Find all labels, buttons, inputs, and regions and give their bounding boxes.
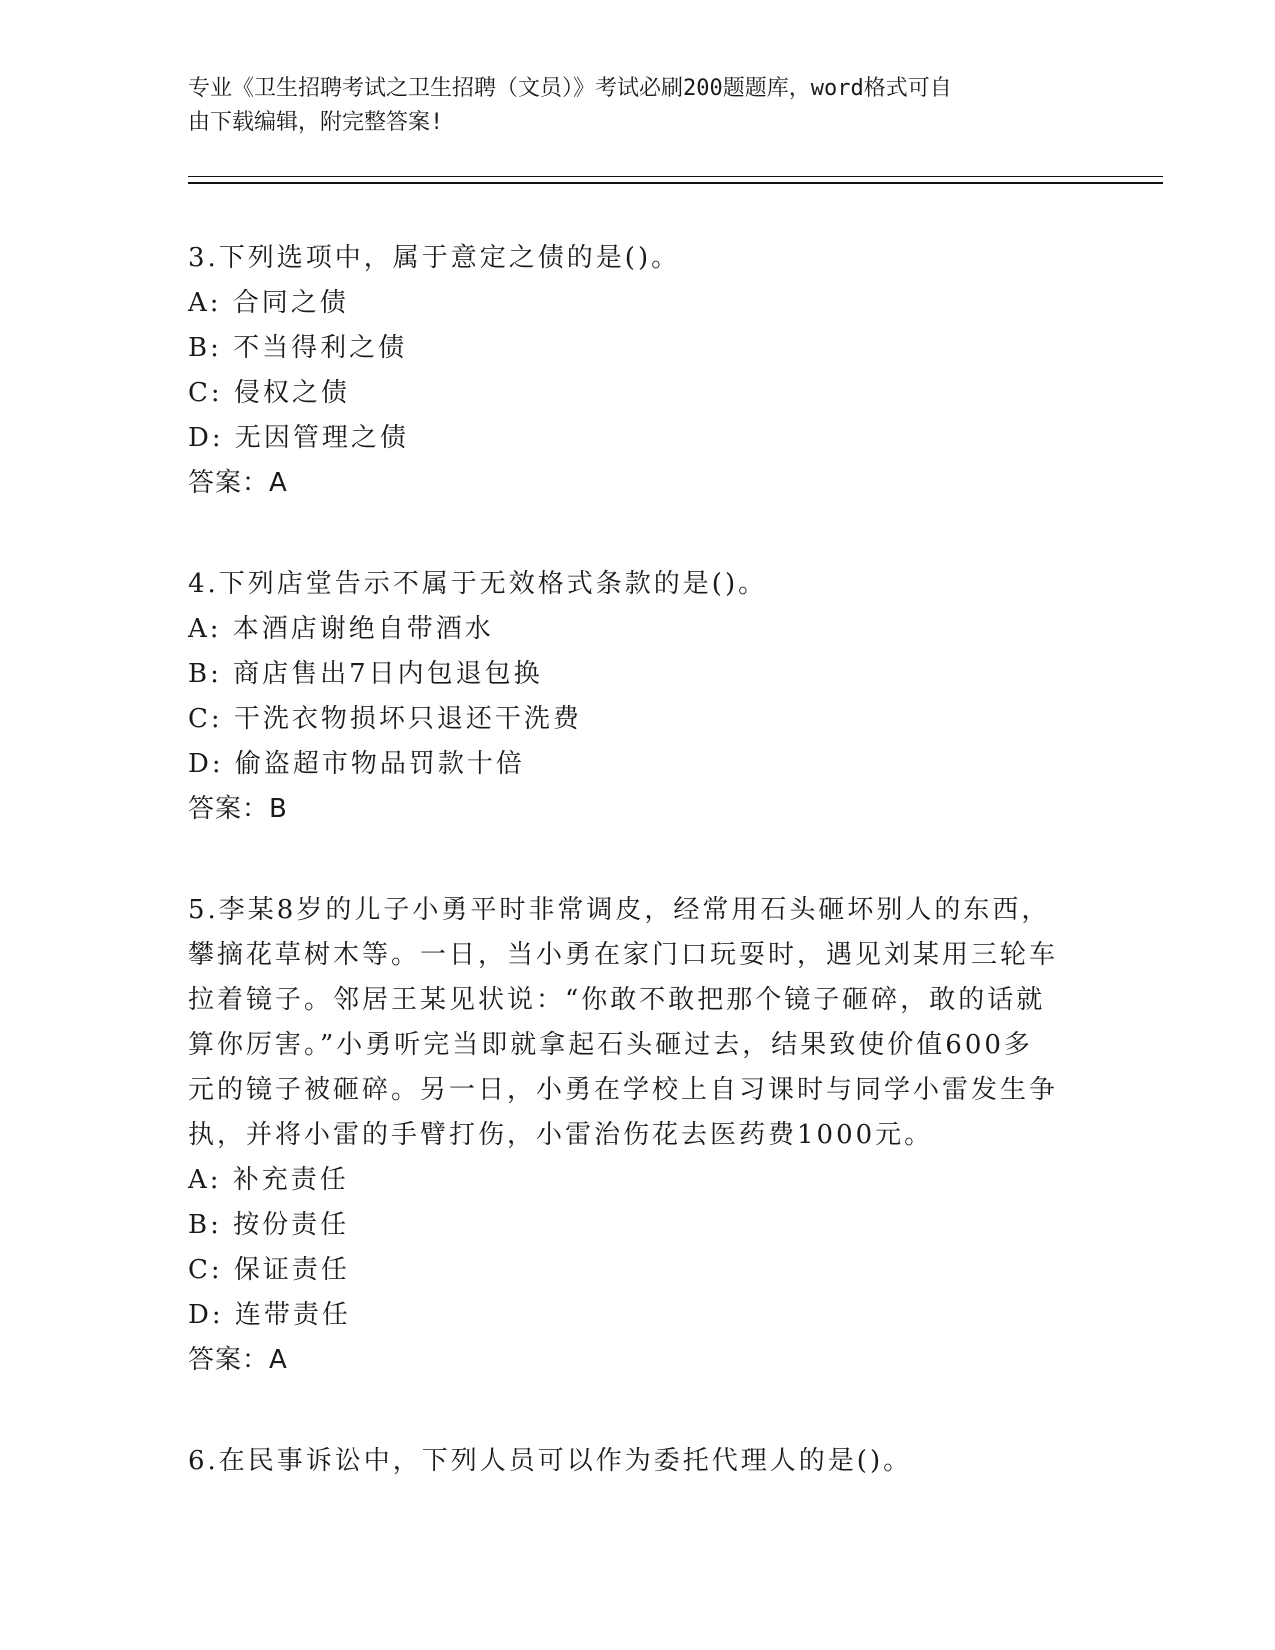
option-d: D: 偷盗超市物品罚款十倍 xyxy=(188,749,525,779)
question-4 xyxy=(188,562,1088,832)
question-title: 6.在民事诉讼中，下列人员可以作为委托代理人的是()。 xyxy=(188,1446,913,1476)
option-c: C: 干洗衣物损坏只退还干洗费 xyxy=(188,704,582,734)
question-title: 3.下列选项中，属于意定之债的是()。 xyxy=(188,243,681,273)
question-6 xyxy=(188,1439,1088,1484)
header-line-2: 由下载编辑，附完整答案! xyxy=(188,110,444,135)
question-stem xyxy=(188,888,1068,1158)
stem-line-3: 拉着镜子。邻居王某见状说：“你敢不敢把那个镜子砸碎，敢的话就 xyxy=(188,985,1046,1015)
question-3 xyxy=(188,236,1088,506)
option-b: B: 商店售出7日内包退包换 xyxy=(188,659,543,689)
option-c: C: 保证责任 xyxy=(188,1255,350,1285)
stem-line-5: 元的镜子被砸碎。另一日，小勇在学校上自习课时与同学小雷发生争 xyxy=(188,1075,1059,1105)
stem-line-4: 算你厉害。”小勇听完当即就拿起石头砸过去，结果致使价值600多 xyxy=(188,1030,1033,1060)
option-d: D: 连带责任 xyxy=(188,1300,351,1330)
option-b: B: 不当得利之债 xyxy=(188,333,408,363)
question-5 xyxy=(188,888,1088,1383)
document-page xyxy=(188,72,1088,140)
stem-line-1: 5.李某8岁的儿子小勇平时非常调皮，经常用石头砸坏别人的东西， xyxy=(188,895,1051,925)
question-list xyxy=(188,236,1088,1540)
answer: 答案：B xyxy=(188,794,288,824)
option-a: A: 合同之债 xyxy=(188,288,349,318)
document-header xyxy=(188,72,1068,140)
stem-line-6: 执，并将小雷的手臂打伤，小雷治伤花去医药费1000元。 xyxy=(188,1120,934,1150)
stem-line-2: 攀摘花草树木等。一日，当小勇在家门口玩耍时，遇见刘某用三轮车 xyxy=(188,940,1059,970)
header-divider xyxy=(188,176,1163,184)
option-c: C: 侵权之债 xyxy=(188,378,350,408)
option-a: A: 补充责任 xyxy=(188,1165,349,1195)
option-d: D: 无因管理之债 xyxy=(188,423,409,453)
option-a: A: 本酒店谢绝自带酒水 xyxy=(188,614,494,644)
answer: 答案：A xyxy=(188,1345,288,1375)
answer: 答案：A xyxy=(188,468,288,498)
header-line-1: 专业《卫生招聘考试之卫生招聘（文员）》考试必刷200题题库，word格式可自 xyxy=(188,76,952,101)
question-title: 4.下列店堂告示不属于无效格式条款的是()。 xyxy=(188,569,768,599)
option-b: B: 按份责任 xyxy=(188,1210,350,1240)
